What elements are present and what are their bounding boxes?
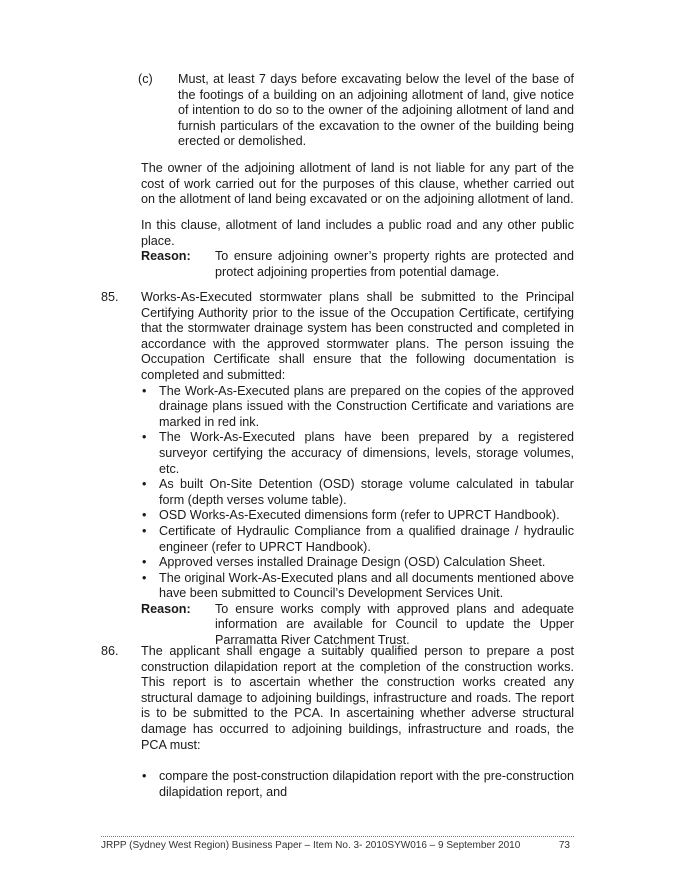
page-number: 73 [558,840,570,851]
list-item: • compare the post-construction dilapidation report with the pre-construction dilapidation report, and [141,769,574,800]
condition-86-number: 86. [101,644,119,658]
list-item: • The Work-As-Executed plans have been prepared by a registered surveyor certifying the accuracy of dimensions, levels, storage volumes, etc. [141,430,574,477]
list-item: • As built On-Site Detention (OSD) storage volume calculated in tabular form (depth verses volume table). [141,477,574,508]
reason-2-text: To ensure works comply with approved plans and adequate information are available for Council to update the Upper Parramatta River Catchment Trust. [215,601,574,648]
footer-text: JRPP (Sydney West Region) Business Paper – Item No. 3- 2010SYW016 – 9 September 2010 [101,840,521,851]
item-c [138,72,574,150]
condition-86-bullet-list [141,769,574,800]
condition-85-number: 85. [101,290,119,304]
paragraph-allotment-definition [141,218,574,280]
item-c-label: (c) [138,72,153,86]
reason-2 [141,602,574,649]
condition-85 [101,290,574,649]
reason-2-label: Reason: [141,601,191,616]
list-item: • The Work-As-Executed plans are prepared on the copies of the approved drainage plans issued with the Construction Certificate and variations are marked in red ink. [141,384,574,431]
condition-86-intro: The applicant shall engage a suitably qualified person to prepare a post construction dilapidation report at the completion of the construction works. This report is to ascertain whether the construction works created any structural damage to adjoining buildings, infrastructure and roads. The report is to be submitted to the PCA. In ascertaining whether adverse structural damage has occurred to adjoining buildings, infrastructure and roads, the PCA must: [141,644,574,752]
paragraph-clause-text: In this clause, allotment of land includes a public road and any other public place. [141,218,574,248]
condition-85-intro: Works-As-Executed stormwater plans shall be submitted to the Principal Certifying Authority prior to the issue of the Occupation Certificate, certifying that the stormwater drainage system has been constructed and completed in accordance with the approved stormwater plans. The person issuing the Occupation Certificate shall ensure that the following documentation is completed and submitted: [141,290,574,382]
item-c-text: Must, at least 7 days before excavating below the level of the base of the footings of a building on an adjoining allotment of land, give notice of intention to do so to the owner of the adjoining allotment of land and furnish particulars of the excavation to the owner of the building being erected or demolished. [178,72,574,149]
condition-85-bullet-list [141,384,574,602]
list-item: • Certificate of Hydraulic Compliance from a qualified drainage / hydraulic engineer (refer to UPRCT Handbook). [141,524,574,555]
list-item: • OSD Works-As-Executed dimensions form (refer to UPRCT Handbook). [141,508,574,524]
reason-1 [141,249,574,280]
paragraph-owner-liability [141,161,574,208]
list-item: • The original Work-As-Executed plans and all documents mentioned above have been submitted to Council’s Development Services Unit. [141,571,574,602]
list-item: • Approved verses installed Drainage Design (OSD) Calculation Sheet. [141,555,574,571]
reason-1-text: To ensure adjoining owner’s property rights are protected and protect adjoining properties from potential damage. [215,249,574,279]
reason-1-label: Reason: [141,249,191,264]
condition-86 [101,644,574,800]
footer-divider [101,836,574,837]
paragraph-owner-text: The owner of the adjoining allotment of land is not liable for any part of the cost of work carried out for the purposes of this clause, whether carried out on the allotment of land being excavated or on the adjoining allotment of land. [141,161,574,207]
